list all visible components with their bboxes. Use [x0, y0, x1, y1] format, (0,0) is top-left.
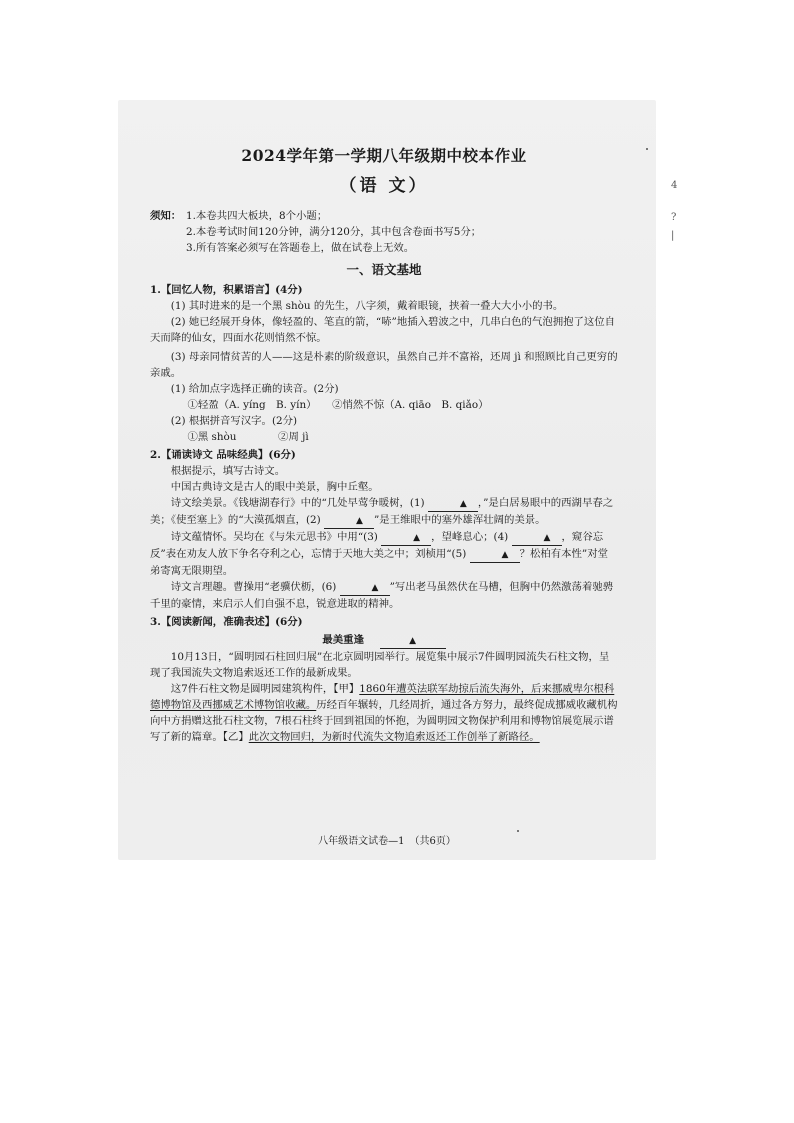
answer-blank-1: ▲: [428, 498, 478, 512]
scan-speck: [517, 830, 519, 832]
q1-sentence-1: (1) 其时进来的是一个黑 shòu 的先生，八字须，戴着眼镜，挟着一叠大大小小的书。: [170, 300, 564, 312]
q1-sub-question-1-options: ①轻盈（A. yíng B. yín） ②悄然不惊（A. qiāo B. qiǎo）: [187, 399, 489, 411]
notice-item-1: 1.本卷共四大板块，8个小题；: [186, 210, 328, 222]
scan-speck: [646, 148, 648, 150]
q1-sentence-3: (3) 母亲同情贫苦的人——这是朴素的阶级意识，虽然自己并不富裕，还周 jì 和照顾比自己更穷的亲戚。: [150, 351, 618, 379]
exam-subject: （语 文）: [339, 176, 429, 196]
q2-paragraph-3: 诗文言理趣。曹操用“老骥伏枥，(6) ▲ ”写出老马虽然伏在马槽，但胸中仍然激荡着驰骋千里的豪情，来启示人们自强不息，锐意进取的精神。: [150, 581, 614, 610]
underlined-sentence-jia: 1860年遭英法联军劫掠后流失海外，后来挪威卑尔根科德博物馆及西挪威艺术博物馆收藏。: [150, 683, 615, 711]
exam-title: 2024学年第一学期八年级期中校本作业: [241, 146, 527, 165]
question-3: [150, 614, 618, 745]
margin-mark-2: ?: [671, 212, 677, 223]
question-2: [150, 447, 618, 612]
exam-content: [150, 146, 618, 745]
q1-sentence-2: (2) 她已经展开身体，像轻盈的、笔直的箭，“哧”地插入碧波之中，几串白色的气泡拥抱了这位自天而降的仙女，四面水花则悄然不惊。: [150, 316, 616, 344]
q2-paragraph-2: 诗文蕴情怀。吴均在《与朱元思书》中用“(3) ▲ ，望峰息心；(4) ▲ ，窥谷忘反”表在劝友人放下争名夺利之心，忘情于天地大美之中；刘桢用“(5) ▲ ？松柏有本性”对堂弟寄寓无限期望。: [150, 531, 609, 577]
q1-sub-question-1: (1) 给加点字选择正确的读音。(2分): [170, 383, 339, 395]
q2-intro-2: 中国古典诗文是古人的眼中美景，胸中丘壑。: [170, 481, 379, 493]
question-1: [150, 282, 618, 445]
margin-mark-1: 4: [671, 180, 678, 191]
q1-sub-question-2: (2) 根据拼音写汉字。(2分): [170, 415, 298, 427]
q2-intro-1: 根据提示，填写古诗文。: [170, 465, 286, 477]
answer-blank-4: ▲: [512, 532, 562, 546]
question-1-heading: 1.【回忆人物，积累语言】(4分): [150, 284, 303, 296]
q1-sub-question-2-options: ①黑 shòu ②周 jì: [187, 431, 309, 443]
question-2-heading: 2.【诵读诗文 品味经典】(6分): [150, 449, 296, 461]
answer-blank-5: ▲: [470, 549, 520, 563]
notice-block: [150, 208, 618, 256]
answer-blank-2: ▲: [324, 515, 374, 529]
news-title: 最美重逢 ▲: [150, 632, 618, 649]
news-paragraph-1: 10月13日，“圆明园石柱回归展”在北京圆明园举行。展览集中展示7件圆明园流失石柱文物，呈现了我国流失文物追索返还工作的最新成果。: [150, 651, 610, 679]
question-3-heading: 3.【阅读新闻，准确表述】(6分): [150, 616, 303, 628]
page-footer: 八年级语文试卷—1 （共6页）: [318, 836, 456, 847]
notice-item-3: 3.所有答案必须写在答题卷上，做在试卷上无效。: [186, 242, 415, 254]
answer-blank-6: ▲: [340, 582, 390, 596]
notice-item-2: 2.本卷考试时间120分钟，满分120分，其中包含卷面书写5分；: [186, 226, 482, 238]
margin-mark-3: |: [671, 230, 675, 241]
underlined-sentence-yi: 此次文物回归，为新时代流失文物追索返还工作创举了新路径。: [248, 731, 540, 743]
news-title-blank: ▲: [380, 635, 446, 649]
news-paragraph-2: 这7件石柱文物是圆明园建筑构件，【甲】1860年遭英法联军劫掠后流失海外，后来挪威卑尔根科德博物馆及西挪威艺术博物馆收藏。历经百年辗转，几经周折，通过各方努力，最终促成挪威收藏机构向中方捐赠这批石柱文物，7根石柱终于回到祖国的怀抱，为圆明园文物保护利用和博物馆展览展示谱写了新的篇章。【乙】此次文物回归，为新时代流失文物追索返还工作创举了新路径。: [150, 683, 618, 743]
q2-paragraph-1: 诗文绘美景。《钱塘湖春行》中的“几处早莺争暖树，(1) ▲ ，”是白居易眼中的西湖早春之美；《使至塞上》的“大漠孤烟直，(2) ▲ ”是王维眼中的塞外雄浑壮阔的美景。: [150, 495, 618, 529]
notice-label: 须知：: [150, 210, 182, 222]
section-title: 一、语文基地: [346, 262, 422, 277]
answer-blank-3: ▲: [381, 532, 431, 546]
